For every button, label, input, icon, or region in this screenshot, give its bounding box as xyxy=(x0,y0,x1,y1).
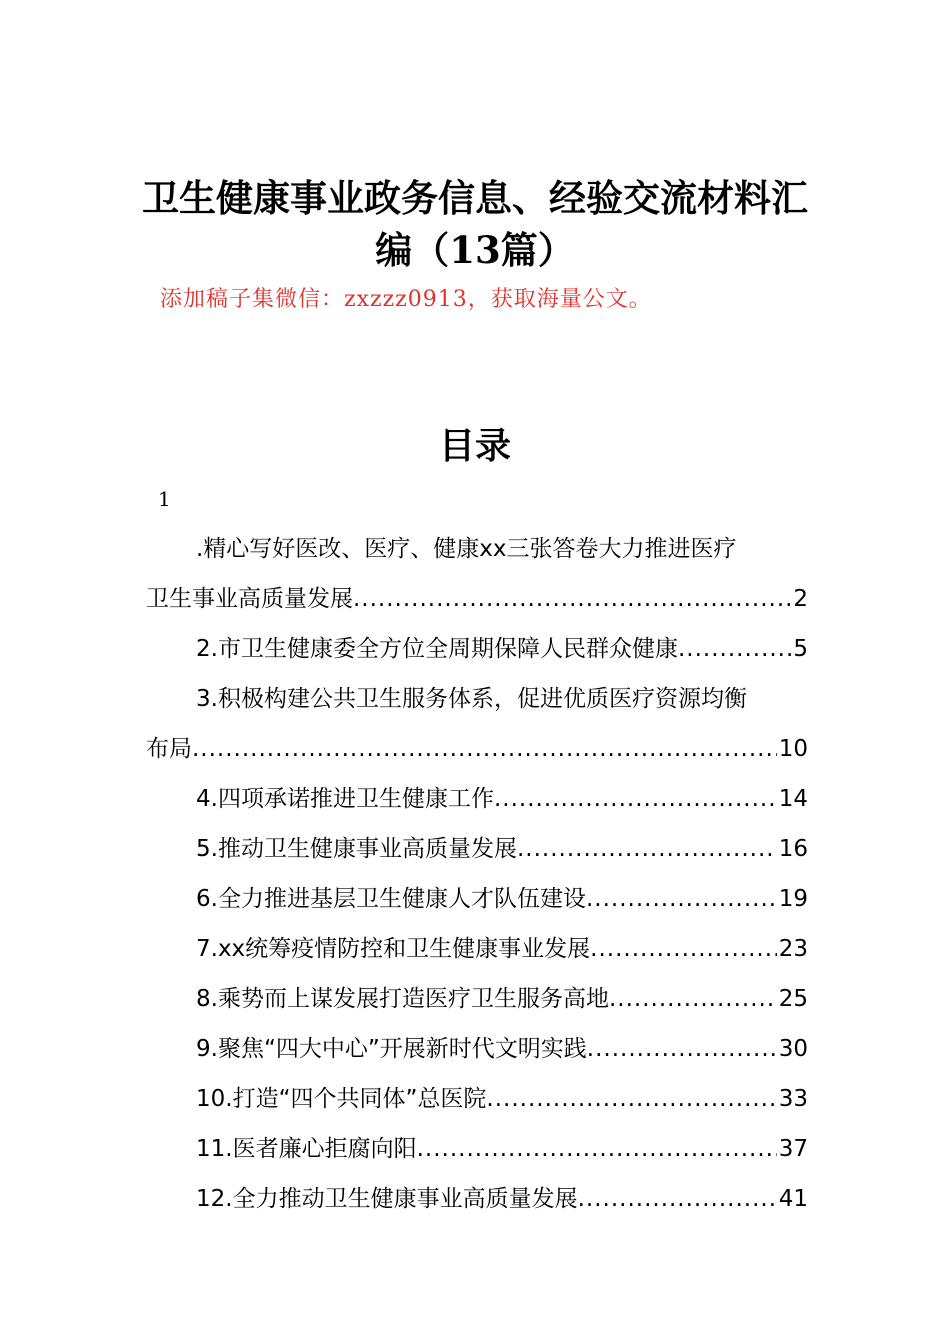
toc-page-number: 41 xyxy=(778,1186,808,1212)
toc-page-number: 5 xyxy=(793,636,808,662)
toc-leader-dots xyxy=(353,582,791,616)
toc-page-number: 25 xyxy=(778,986,808,1012)
toc-page-number: 2 xyxy=(793,586,808,612)
toc-entry-7[interactable] xyxy=(146,932,808,966)
document-title-line-2: 编（13篇） xyxy=(375,228,575,272)
toc-entry-text: 9.聚焦“四大中心”开展新时代文明实践 xyxy=(196,1036,587,1062)
toc-leader-dots xyxy=(192,732,777,766)
toc-page-number: 19 xyxy=(778,886,808,912)
toc-leader-dots xyxy=(590,932,777,966)
toc-entry-text: 4.四项承诺推进卫生健康工作 xyxy=(196,786,494,812)
toc-entry-1-line-1[interactable]: .精心写好医改、医疗、健康xx三张答卷大力推进医疗 xyxy=(196,536,737,562)
toc-entry-text: 卫生事业高质量发展 xyxy=(146,586,353,612)
toc-leader-dots xyxy=(417,1132,777,1166)
toc-page-number: 37 xyxy=(778,1136,808,1162)
toc-entry-text: 10.打造“四个共同体”总医院 xyxy=(196,1086,487,1112)
toc-entry-5[interactable] xyxy=(146,832,808,866)
toc-entry-text: 5.推动卫生健康事业高质量发展 xyxy=(196,836,517,862)
toc-entry-4[interactable] xyxy=(146,782,808,816)
document-title-line-1: 卫生健康事业政务信息、经验交流材料汇 xyxy=(142,176,808,220)
toc-entry-3-line-1[interactable]: 3.积极构建公共卫生服务体系，促进优质医疗资源均衡 xyxy=(196,686,747,712)
toc-leader-dots xyxy=(578,1182,777,1216)
toc-label: 1 xyxy=(158,487,171,511)
toc-leader-dots xyxy=(586,882,777,916)
toc-entry-text: 6.全力推进基层卫生健康人才队伍建设 xyxy=(196,886,586,912)
toc-page-number: 16 xyxy=(778,836,808,862)
toc-entry-text: 8.乘势而上谋发展打造医疗卫生服务高地 xyxy=(196,986,609,1012)
toc-entry-text: 7.xx统筹疫情防控和卫生健康事业发展 xyxy=(196,936,591,962)
toc-leader-dots xyxy=(678,632,791,666)
toc-page-number: 14 xyxy=(778,786,808,812)
toc-heading: 目录 xyxy=(438,425,511,467)
toc-leader-dots xyxy=(494,782,777,816)
toc-page-number: 23 xyxy=(778,936,808,962)
toc-entry-9[interactable] xyxy=(146,1032,808,1066)
toc-entry-text: 2.市卫生健康委全方位全周期保障人民群众健康 xyxy=(196,636,678,662)
toc-entry-11[interactable] xyxy=(146,1132,808,1166)
toc-entry-3[interactable] xyxy=(146,732,808,766)
promo-notice: 添加稿子集微信：zxzzz0913，获取海量公文。 xyxy=(160,287,652,312)
toc-page-number: 30 xyxy=(778,1036,808,1062)
toc-page-number: 10 xyxy=(778,736,808,762)
toc-entry-text: 布局 xyxy=(146,736,192,762)
toc-entry-text: 12.全力推动卫生健康事业高质量发展 xyxy=(196,1186,578,1212)
toc-leader-dots xyxy=(486,1082,776,1116)
toc-entry-6[interactable] xyxy=(146,882,808,916)
toc-leader-dots xyxy=(587,1032,777,1066)
toc-entry-text: 11.医者廉心拒腐向阳 xyxy=(196,1136,417,1162)
toc-entry-2[interactable] xyxy=(146,632,808,666)
toc-entry-10[interactable] xyxy=(146,1082,808,1116)
toc-entry-1[interactable] xyxy=(146,582,808,616)
toc-leader-dots xyxy=(517,832,777,866)
toc-page-number: 33 xyxy=(778,1086,808,1112)
toc-leader-dots xyxy=(609,982,777,1016)
toc-entry-12[interactable] xyxy=(146,1182,808,1216)
toc-entry-8[interactable] xyxy=(146,982,808,1016)
